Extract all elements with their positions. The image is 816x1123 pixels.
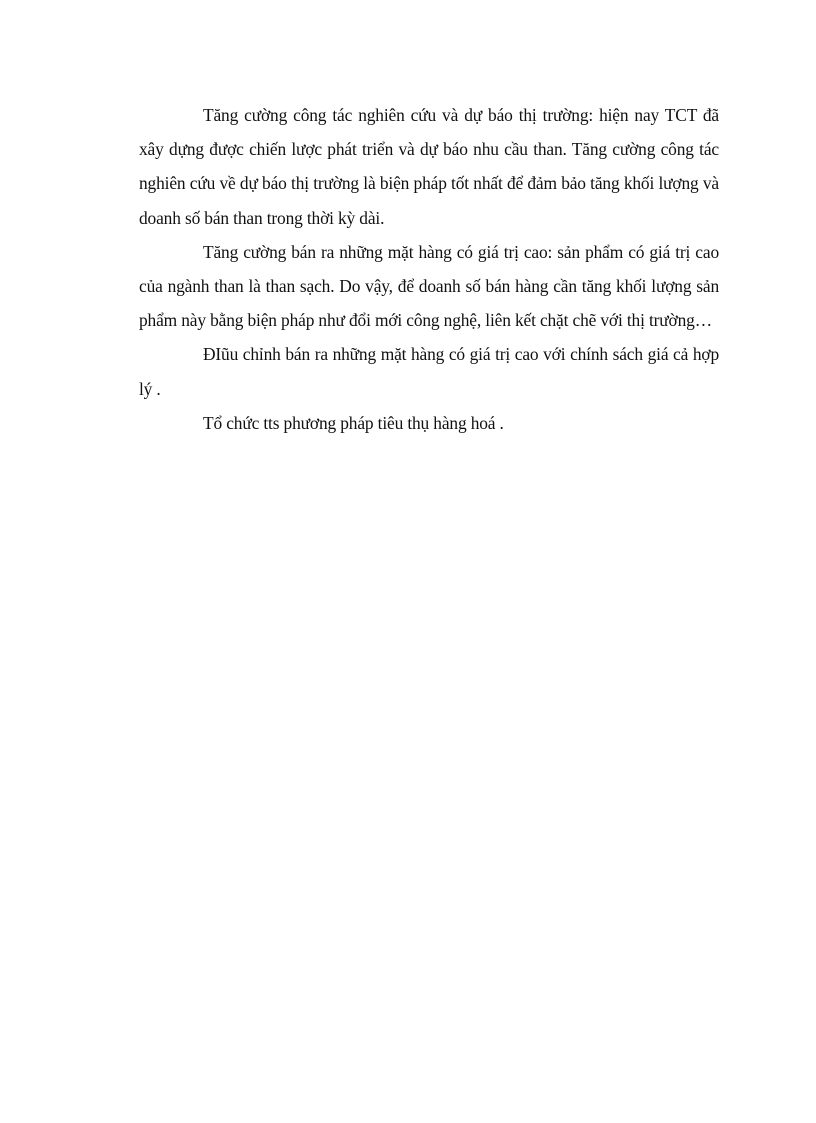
paragraph-pricing-policy: ĐIũu chỉnh bán ra những mặt hàng có giá trị cao với chính sách giá cả hợp lý .	[139, 344, 719, 399]
paragraph-market-research: Tăng cường công tác nghiên cứu và dự báo thị trường: hiện nay TCT đã xây dựng được chiến lược phát triển và dự báo nhu cầu than. Tăng cường công tác nghiên cứu về dự báo thị trường là biện pháp tốt nhất để đảm bảo tăng khối lượng và doanh số bán than trong thời kỳ dài.	[139, 105, 719, 228]
body-text	[139, 98, 719, 440]
paragraph-high-value-goods: Tăng cường bán ra những mặt hàng có giá trị cao: sản phẩm có giá trị cao của ngành than là than sạch. Do vậy, để doanh số bán hàng cần tăng khối lượng sản phẩm này bằng biện pháp như đổi mới công nghệ, liên kết chặt chẽ với thị trường…	[139, 241, 719, 331]
paragraph-distribution-methods: Tổ chức tts phương pháp tiêu thụ hàng hoá .	[203, 412, 504, 433]
